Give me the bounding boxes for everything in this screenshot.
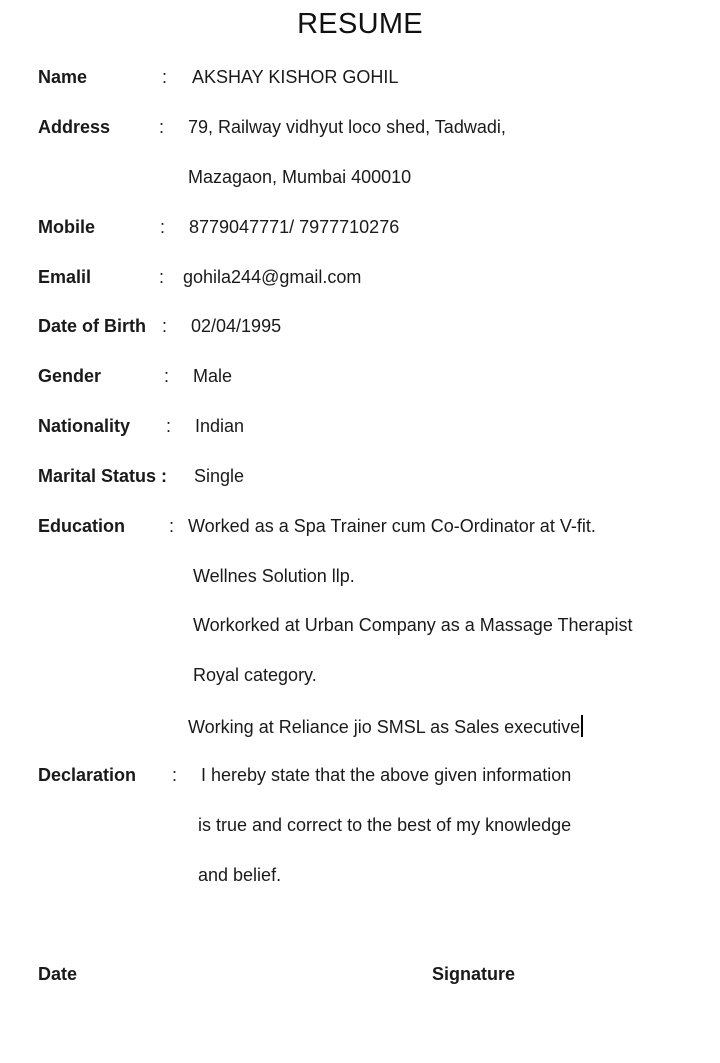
address-line-2[interactable]: Mazagaon, Mumbai 400010 (188, 167, 412, 187)
mobile-label: Mobile (38, 217, 95, 237)
mobile-value[interactable]: 8779047771/ 7977710276 (189, 217, 400, 237)
gender-label: Gender (38, 366, 102, 386)
declaration-line-3[interactable]: and belief. (198, 865, 282, 885)
nationality-label: Nationality (38, 416, 131, 436)
education-line-2[interactable]: Wellnes Solution llp. (193, 566, 355, 586)
dob-value[interactable]: 02/04/1995 (191, 316, 282, 336)
education-line-5-text: Working at Reliance jio SMSL as Sales executive (188, 717, 581, 737)
gender-value[interactable]: Male (193, 366, 233, 386)
signature-label: Signature (432, 964, 516, 984)
declaration-line-2[interactable]: is true and correct to the best of my knowledge (198, 815, 572, 835)
education-line-1[interactable]: Worked as a Spa Trainer cum Co-Ordinator at V-fit. (188, 516, 596, 536)
declaration-line-1[interactable]: I hereby state that the above given information (201, 765, 572, 785)
email-colon: : (159, 267, 165, 287)
page-title: RESUME (297, 8, 423, 40)
education-colon: : (169, 516, 175, 536)
email-value[interactable]: gohila244@gmail.com (183, 267, 362, 287)
marital-status-value[interactable]: Single (194, 466, 245, 486)
text-cursor (581, 715, 583, 737)
date-label: Date (38, 964, 78, 984)
email-label: Emalil (38, 267, 92, 287)
address-line-1[interactable]: 79, Railway vidhyut loco shed, Tadwadi, (188, 117, 506, 137)
nationality-colon: : (166, 416, 172, 436)
dob-colon: : (162, 316, 168, 336)
mobile-colon: : (160, 217, 166, 237)
marital-status-label: Marital Status : (38, 466, 168, 486)
gender-colon: : (164, 366, 170, 386)
education-line-5[interactable] (188, 715, 583, 738)
dob-label: Date of Birth (38, 316, 146, 336)
declaration-label: Declaration (38, 765, 137, 785)
address-colon: : (159, 117, 165, 137)
education-line-3[interactable]: Workorked at Urban Company as a Massage Therapist (193, 615, 633, 635)
education-label: Education (38, 516, 126, 536)
education-line-4[interactable]: Royal category. (193, 665, 317, 685)
name-colon: : (162, 67, 168, 87)
declaration-colon: : (172, 765, 178, 785)
name-label: Name (38, 67, 88, 87)
name-value[interactable]: AKSHAY KISHOR GOHIL (192, 67, 399, 87)
address-label: Address (38, 117, 111, 137)
nationality-value[interactable]: Indian (195, 416, 245, 436)
